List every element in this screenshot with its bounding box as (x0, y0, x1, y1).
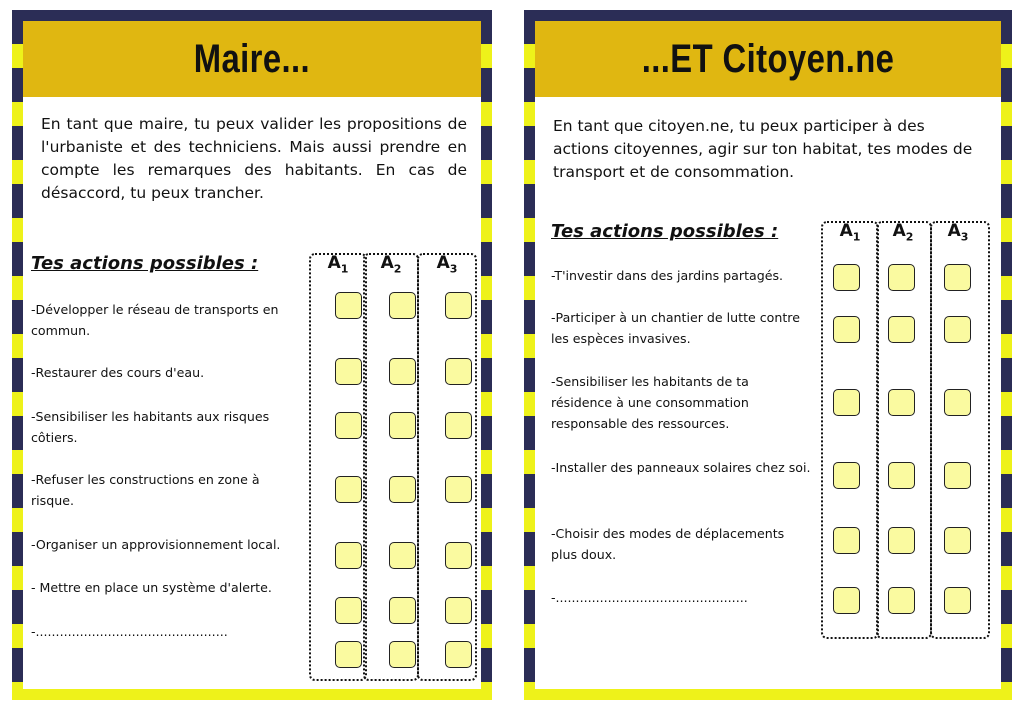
checkbox[interactable] (944, 587, 971, 614)
checkbox[interactable] (335, 597, 362, 624)
checkbox[interactable] (833, 264, 860, 291)
checkbox[interactable] (888, 264, 915, 291)
action-item: -Développer le réseau de transports en commun. (31, 302, 279, 338)
intro-text: En tant que maire, tu peux valider les propositions de l'urbaniste et des techniciens. Mais aussi prendre en compte les remarques des habitants. En cas de désaccord, tu peux trancher. (41, 115, 467, 202)
checkbox[interactable] (944, 389, 971, 416)
card-title: Maire... (193, 36, 311, 81)
checkbox[interactable] (445, 542, 472, 569)
maire-card (12, 10, 492, 700)
action-item: -Participer à un chantier de lutte contre les espèces invasives. (551, 310, 800, 346)
action-item: -Organiser un approvisionnement local. (31, 537, 281, 552)
checkbox[interactable] (389, 476, 416, 503)
checkbox[interactable] (944, 527, 971, 554)
card-body (535, 21, 1001, 689)
action-item: -Installer des panneaux solaires chez soi. (551, 460, 811, 475)
checkbox[interactable] (888, 316, 915, 343)
action-item: - Mettre en place un système d'alerte. (31, 580, 272, 595)
checkbox[interactable] (389, 597, 416, 624)
checkbox[interactable] (944, 462, 971, 489)
action-item: -Refuser les constructions en zone à risque. (31, 472, 260, 508)
checkbox[interactable] (888, 389, 915, 416)
checkbox[interactable] (833, 587, 860, 614)
checkbox[interactable] (888, 527, 915, 554)
actions-title: Tes actions possibles : (31, 253, 259, 274)
action-item: -T'investir dans des jardins partagés. (551, 268, 784, 283)
checkbox[interactable] (335, 292, 362, 319)
card-title: ...ET Citoyen.ne (641, 36, 895, 81)
checkbox[interactable] (445, 641, 472, 668)
action-item: -Restaurer des cours d'eau. (31, 365, 205, 380)
checkbox[interactable] (944, 316, 971, 343)
column-header-a3: $A_3$ (947, 221, 969, 244)
checkbox[interactable] (445, 597, 472, 624)
checkbox[interactable] (833, 462, 860, 489)
column-header-a3: $A_3$ (436, 253, 458, 276)
checkbox[interactable] (389, 542, 416, 569)
action-item: -................................................ (31, 624, 228, 639)
action-item: -Choisir des modes de déplacements plus doux. (551, 526, 785, 562)
intro-text: En tant que citoyen.ne, tu peux participer à des actions citoyennes, agir sur ton habitat, tes modes de transport et de consommation. (553, 117, 973, 181)
checkbox[interactable] (944, 264, 971, 291)
checkbox[interactable] (335, 358, 362, 385)
actions-title: Tes actions possibles : (551, 221, 779, 242)
checkbox[interactable] (389, 412, 416, 439)
checkbox[interactable] (833, 527, 860, 554)
checkbox[interactable] (445, 292, 472, 319)
checkbox[interactable] (389, 641, 416, 668)
checkbox[interactable] (888, 462, 915, 489)
checkbox[interactable] (833, 316, 860, 343)
checkbox[interactable] (445, 476, 472, 503)
action-item: -Sensibiliser les habitants aux risques côtiers. (31, 409, 270, 445)
checkbox[interactable] (445, 412, 472, 439)
checkbox[interactable] (389, 358, 416, 385)
card-body (23, 21, 481, 689)
checkbox[interactable] (335, 476, 362, 503)
card-header (535, 21, 1001, 97)
action-item: -Sensibiliser les habitants de ta résidence à une consommation responsable des ressources. (551, 374, 749, 431)
column-header-a1: $A_1$ (839, 221, 861, 244)
column-header-a2: $A_2$ (892, 221, 914, 244)
card-header (23, 21, 481, 97)
checkbox[interactable] (335, 542, 362, 569)
checkbox[interactable] (335, 412, 362, 439)
checkbox[interactable] (389, 292, 416, 319)
checkbox[interactable] (445, 358, 472, 385)
citoyen-card (524, 10, 1012, 700)
checkbox[interactable] (335, 641, 362, 668)
column-header-a1: $A_1$ (327, 253, 349, 276)
checkbox[interactable] (833, 389, 860, 416)
column-header-a2: $A_2$ (380, 253, 402, 276)
action-item: -................................................ (551, 590, 748, 605)
checkbox[interactable] (888, 587, 915, 614)
